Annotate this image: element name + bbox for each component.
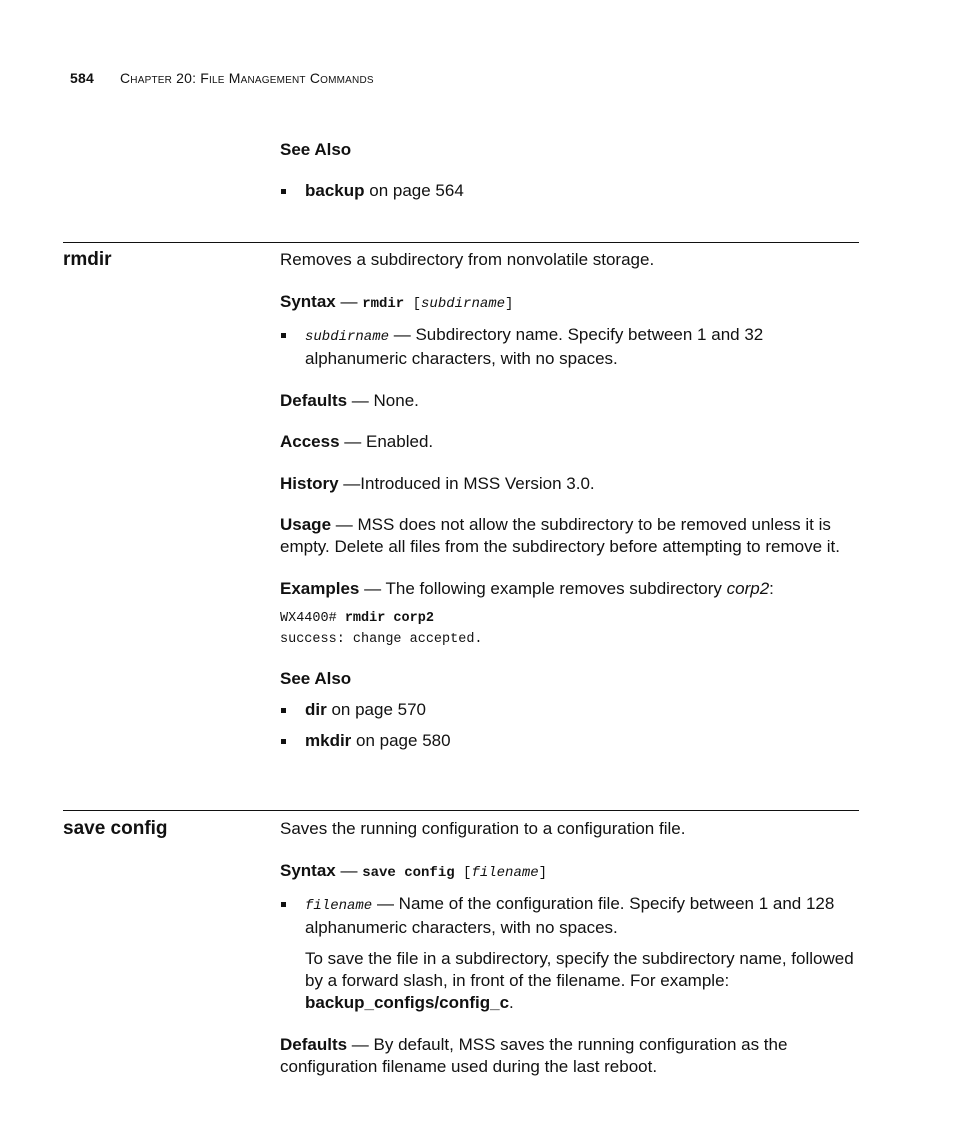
rmdir-description: Removes a subdirectory from nonvolatile storage.: [280, 250, 655, 269]
rmdir-defaults: Defaults — None.: [280, 391, 419, 410]
running-header: [70, 67, 374, 89]
chapter-title: Chapter 20: File Management Commands: [119, 70, 374, 86]
rmdir-examples: Examples — The following example removes subdirectory corp2:: [280, 579, 774, 598]
rmdir-history: History —Introduced in MSS Version 3.0.: [280, 474, 595, 493]
link-dir[interactable]: dir: [305, 700, 327, 719]
save-config-section: [280, 818, 860, 1078]
page-number: 584: [70, 70, 94, 86]
rmdir-code-example: [280, 608, 860, 650]
code-output: success: change accepted.: [280, 632, 483, 647]
see-also-item: mkdir on page 580: [280, 730, 860, 752]
link-backup[interactable]: backup: [305, 181, 365, 200]
code-line: WX4400# rmdir corp2: [280, 611, 434, 626]
see-also-heading: See Also: [280, 669, 352, 688]
save-config-description: Saves the running configuration to a configuration file.: [280, 819, 686, 838]
rmdir-param: subdirname — Subdirectory name. Specify between 1 and 32 alphanumeric characters, with no spaces.: [280, 324, 860, 370]
rmdir-access: Access — Enabled.: [280, 432, 434, 451]
section-divider: [63, 810, 859, 811]
command-title-rmdir: rmdir: [63, 249, 112, 270]
save-config-param: filename — Name of the configuration file. Specify between 1 and 128 alphanumeric characters, with no spaces.: [280, 893, 860, 939]
save-config-defaults: Defaults — By default, MSS saves the running configuration as the configuration filename used during the last reboot.: [280, 1035, 788, 1076]
rmdir-syntax: Syntax — rmdir [subdirname]: [280, 292, 514, 312]
rmdir-usage: Usage — MSS does not allow the subdirectory to be removed unless it is empty. Delete all files from the subdirectory before attempting to remove it.: [280, 515, 840, 556]
save-config-param-note: To save the file in a subdirectory, specify the subdirectory name, followed by a forward slash, in front of the filename. For example: backup_configs/config_c.: [305, 949, 854, 1012]
top-see-also: [280, 139, 860, 202]
command-title-save-config: save config: [63, 818, 168, 839]
see-also-heading: See Also: [280, 140, 352, 159]
rmdir-section: [280, 249, 860, 752]
save-config-syntax: Syntax — save config [filename]: [280, 861, 548, 881]
see-also-item: backup on page 564: [280, 180, 860, 202]
section-divider: [63, 242, 859, 243]
link-mkdir[interactable]: mkdir: [305, 731, 352, 750]
see-also-item: dir on page 570: [280, 699, 860, 721]
